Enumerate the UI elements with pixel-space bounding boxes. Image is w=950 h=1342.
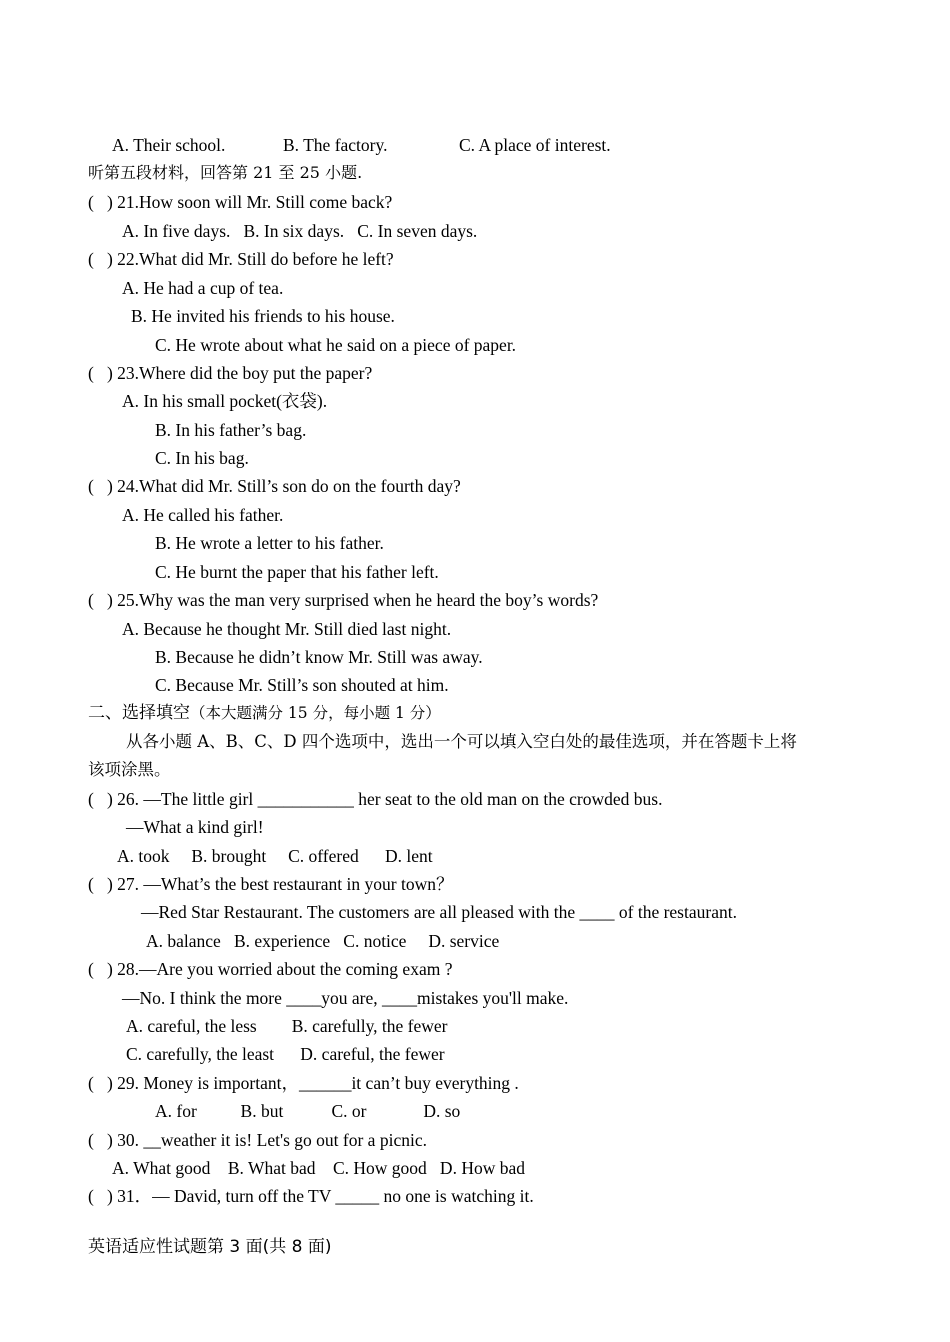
q28-reply: —No. I think the more ____you are, ____mistakes you'll make. — [122, 988, 569, 1008]
q20-option-c: C. A place of interest. — [459, 135, 611, 155]
q22-stem: ( ) 22.What did Mr. Still do before he left? — [88, 249, 394, 269]
q22-option-c: C. He wrote about what he said on a piece of paper. — [155, 335, 517, 355]
q28-stem: ( ) 28.—Are you worried about the coming exam ? — [88, 959, 453, 979]
q29-options: A. for B. but C. or D. so — [155, 1101, 461, 1121]
q26-stem: ( ) 26. —The little girl ___________ her seat to the old man on the crowded bus. — [88, 789, 663, 809]
q21-options: A. In five days. B. In six days. C. In seven days. — [122, 221, 478, 241]
section2-instruction-line2: 该项涂黑。 — [88, 760, 171, 779]
q24-option-b: B. He wrote a letter to his father. — [155, 533, 384, 553]
q23-option-c: C. In his bag. — [155, 448, 249, 468]
q26-options: A. took B. brought C. offered D. lent — [117, 846, 433, 866]
q20-option-b: B. The factory. — [283, 135, 388, 155]
q22-option-a: A. He had a cup of tea. — [122, 278, 284, 298]
q25-option-c: C. Because Mr. Still’s son shouted at him. — [155, 675, 449, 695]
q24-stem: ( ) 24.What did Mr. Still’s son do on the fourth day? — [88, 476, 461, 496]
section2-title: 二、选择填空 — [88, 703, 190, 723]
q23-option-a: A. In his small pocket(衣袋). — [122, 391, 328, 411]
q30-options: A. What good B. What bad C. How good D. How bad — [112, 1158, 525, 1178]
q23-option-b: B. In his father’s bag. — [155, 420, 307, 440]
q26-reply: —What a kind girl! — [126, 817, 264, 837]
q30-stem: ( ) 30. __weather it is! Let's go out for a picnic. — [88, 1130, 427, 1150]
q25-option-b: B. Because he didn’t know Mr. Still was away. — [155, 647, 483, 667]
q27-reply: —Red Star Restaurant. The customers are all pleased with the ____ of the restaurant. — [141, 902, 737, 922]
q25-stem: ( ) 25.Why was the man very surprised when he heard the boy’s words? — [88, 590, 599, 610]
q27-stem: ( ) 27. —What’s the best restaurant in your town？ — [88, 874, 454, 894]
q22-option-b: B. He invited his friends to his house. — [131, 306, 395, 326]
q27-options: A. balance B. experience C. notice D. service — [146, 931, 500, 951]
q24-option-c: C. He burnt the paper that his father left. — [155, 562, 439, 582]
q25-option-a: A. Because he thought Mr. Still died last night. — [122, 619, 452, 639]
q21-stem: ( ) 21.How soon will Mr. Still come back? — [88, 192, 393, 212]
q29-stem: ( ) 29. Money is important，______it can’t buy everything . — [88, 1073, 519, 1093]
section2-subtitle: （本大题满分 15 分，每小题 1 分） — [190, 704, 441, 722]
section5-instruction: 听第五段材料，回答第 21 至 25 小题. — [88, 163, 363, 182]
q28-options-ab: A. careful, the less B. carefully, the fewer — [126, 1016, 448, 1036]
section2-heading — [88, 702, 441, 724]
q28-options-cd: C. carefully, the least D. careful, the fewer — [126, 1044, 445, 1064]
q23-stem: ( ) 23.Where did the boy put the paper? — [88, 363, 373, 383]
q24-option-a: A. He called his father. — [122, 505, 284, 525]
q31-stem: ( ) 31．— David, turn off the TV _____ no one is watching it. — [88, 1186, 534, 1206]
q20-option-a: A. Their school. — [112, 135, 226, 155]
page-footer: 英语适应性试题第 3 面(共 8 面) — [88, 1237, 332, 1257]
section2-instruction-line1: 从各小题 A、B、C、D 四个选项中，选出一个可以填入空白处的最佳选项，并在答题卡上将 — [126, 732, 797, 751]
